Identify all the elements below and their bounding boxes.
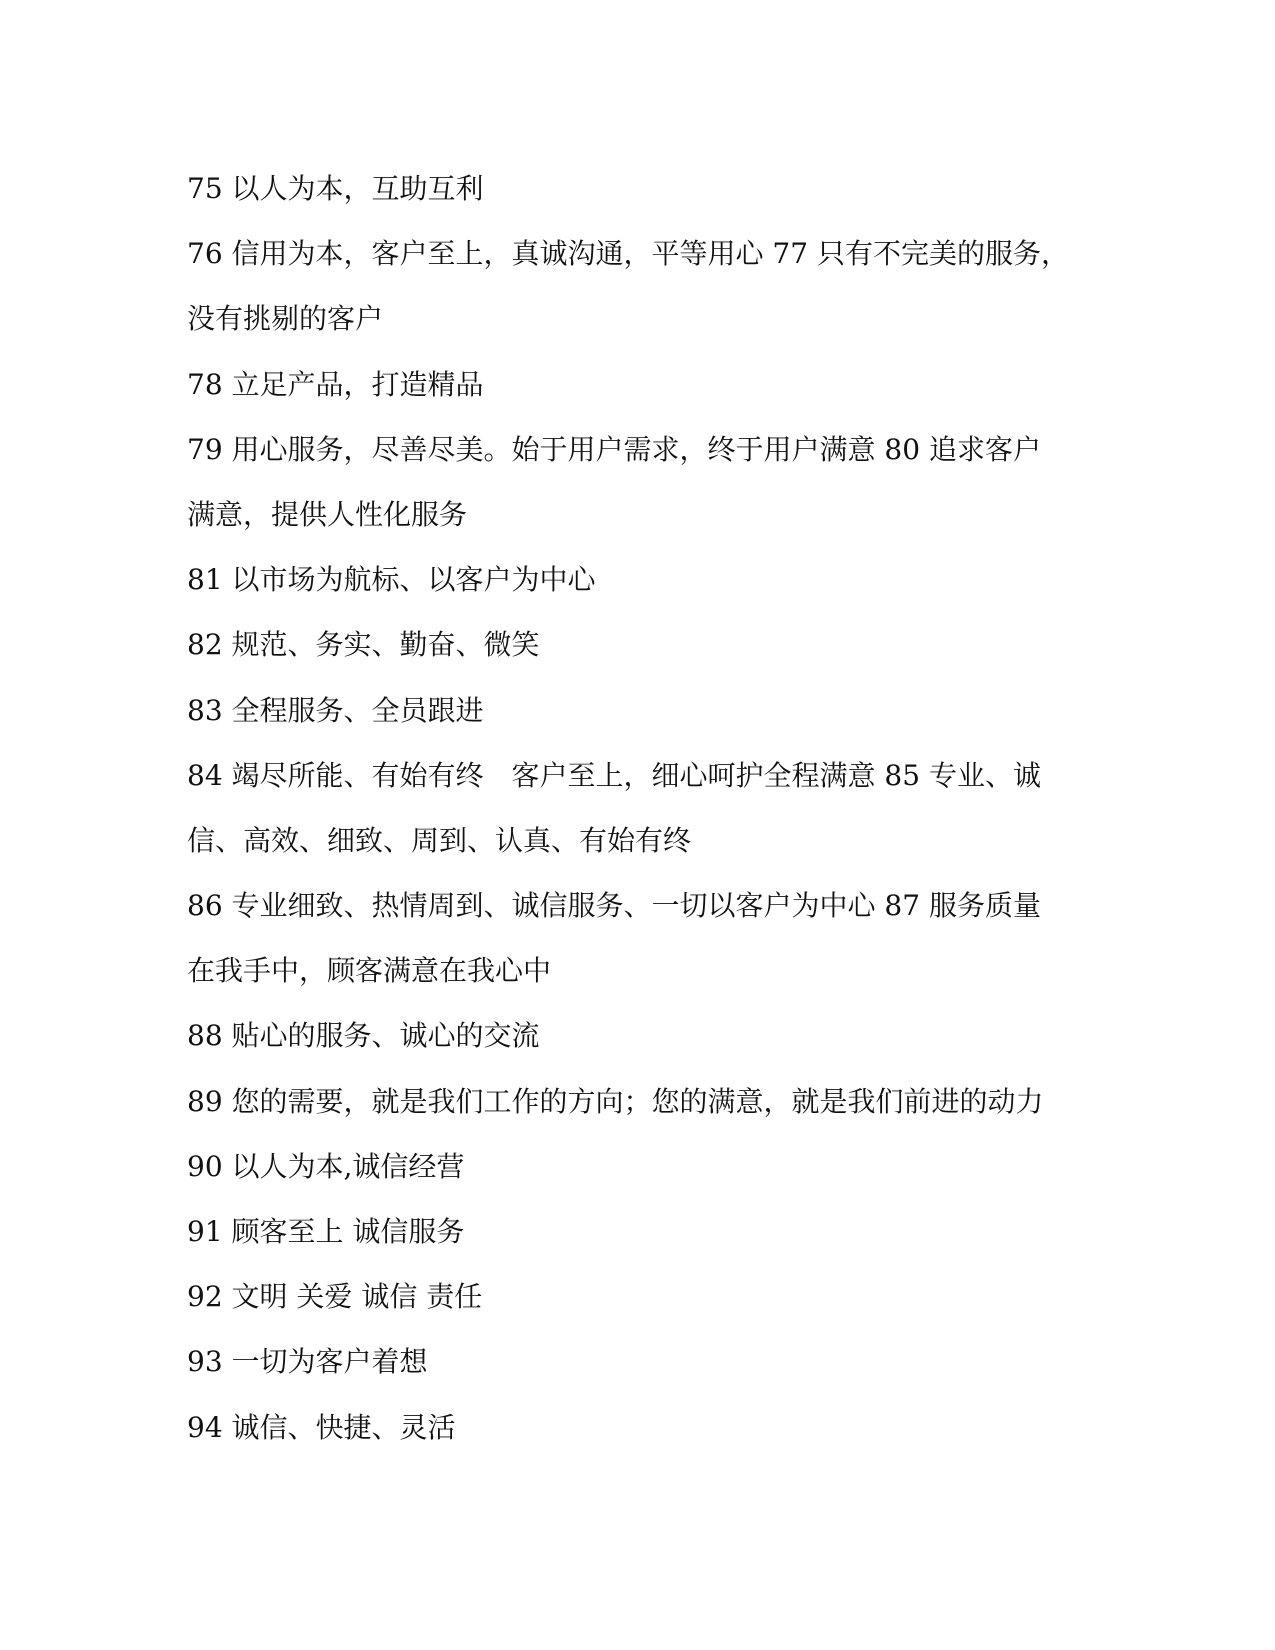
text-line: 91 顾客至上 诚信服务 — [187, 1215, 465, 1248]
text-line: 83 全程服务、全员跟进 — [187, 693, 484, 727]
text-line: 信、高效、细致、周到、认真、有始有终 — [187, 823, 692, 857]
text-line: 78 立足产品，打造精品 — [187, 367, 484, 401]
text-line: 94 诚信、快捷、灵活 — [187, 1410, 456, 1444]
text-line: 76 信用为本，客户至上，真诚沟通，平等用心 77 只有不完美的服务， — [187, 237, 1069, 271]
text-line: 81 以市场为航标、以客户为中心 — [187, 563, 596, 597]
text-line: 88 贴心的服务、诚心的交流 — [187, 1019, 540, 1053]
text-line: 89 您的需要，就是我们工作的方向；您的满意，就是我们前进的动力 — [187, 1084, 1044, 1118]
text-line: 82 规范、务实、勤奋、微笑 — [187, 628, 540, 662]
text-line: 84 竭尽所能、有始有终 客户至上，细心呵护全程满意 85 专业、诚 — [187, 758, 1041, 792]
text-line: 没有挑剔的客户 — [187, 302, 384, 336]
text-line: 90 以人为本,诚信经营 — [187, 1149, 465, 1183]
text-line: 满意，提供人性化服务 — [187, 497, 468, 531]
text-line: 75 以人为本，互助互利 — [187, 172, 484, 205]
text-line: 92 文明 关爱 诚信 责任 — [187, 1280, 483, 1314]
document-body — [187, 156, 1077, 1460]
text-line: 93 一切为客户着想 — [187, 1345, 428, 1379]
text-line: 在我手中，顾客满意在我心中 — [187, 954, 552, 988]
text-line: 86 专业细致、热情周到、诚信服务、一切以客户为中心 87 服务质量 — [187, 889, 1041, 923]
text-line: 79 用心服务，尽善尽美。始于用户需求，终于用户满意 80 追求客户 — [187, 432, 1041, 466]
